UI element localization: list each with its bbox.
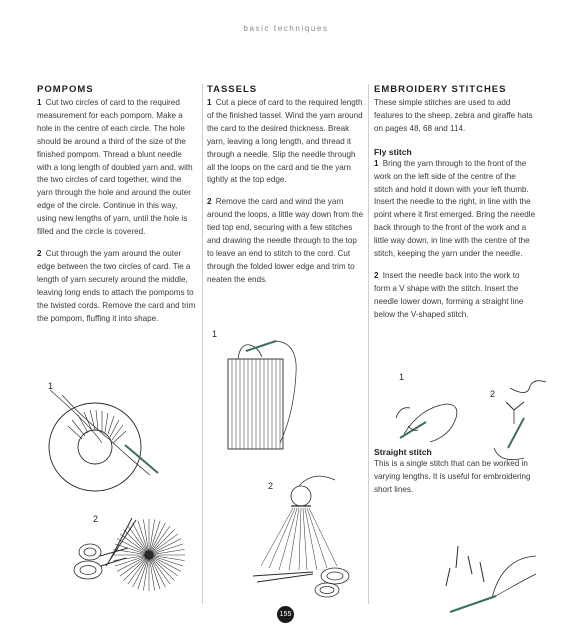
embroidery-section: [374, 84, 536, 322]
fly-stitch-figure-2-label: 2: [490, 389, 496, 399]
fly-stitch-step1-illustration: [390, 378, 470, 458]
pompom-scissors-illustration: [66, 508, 196, 600]
embroidery-heading: EMBROIDERY STITCHES: [374, 84, 507, 95]
column-divider: [368, 84, 369, 604]
pompom-figure-2-label: 2: [93, 514, 99, 524]
tassel-figure-1-label: 1: [212, 329, 218, 339]
column-divider: [202, 84, 203, 604]
straight-stitch-heading: Straight stitch: [374, 447, 432, 457]
tassel-figure-2-label: 2: [268, 481, 274, 491]
step-number: 1: [37, 98, 42, 107]
fly-stitch-step-2: [374, 270, 536, 322]
page-number: 155: [277, 606, 294, 623]
step-number: 1: [207, 98, 212, 107]
tassel-scissors-illustration: [243, 470, 365, 600]
tassels-step-1: [207, 97, 365, 187]
step-number: 2: [207, 197, 212, 207]
pompoms-step-1: [37, 97, 197, 239]
fly-stitch-step-1: [374, 158, 536, 261]
step-text: Cut two circles of card to the required measurement for each pompom. Make a hole in the centre of each circle. The hole should be around a third of the size of the finished pompom. Thread a blunt needle with a long length of doubled yarn and, with the two circles of card together, wind the yarn through the hole and around the outer edge of the circle. Continue in this way, using new lengths of yarn, until the hole is filled and the circle is covered.: [37, 98, 193, 237]
pompom-winding-illustration: [40, 385, 170, 500]
pompoms-step-2: [37, 248, 197, 325]
straight-stitch-illustration: [440, 538, 544, 616]
tassels-step-2: [207, 196, 365, 286]
step-number: 2: [37, 248, 42, 258]
tassels-heading: TASSELS: [207, 84, 258, 95]
step-text: Remove the card and wind the yarn around the loops, a little way down from the tied top end, securing with a few stitches and drawing the needle through to the top to leave an end to stitch to the cord. Cut through the folded lower edge and trim to neaten the ends.: [207, 197, 364, 284]
fly-stitch-figure-1-label: 1: [399, 372, 405, 382]
tassel-card-illustration: [218, 333, 318, 453]
step-text: Cut a piece of card to the required length of the finished tassel. Wind the yarn around the card to the desired thickness. Break yarn, leaving a long length, and thread it through a needle. Slip the needle through all the loops on the card and tie the yarn tightly at the top edge.: [207, 98, 363, 185]
embroidery-intro: These simple stitches are used to add features to the sheep, zebra and giraffe hats on pages 48, 68 and 114.: [374, 98, 533, 133]
step-text: Bring the yarn through to the front of the work on the left side of the centre of the stitch and hold it down with your left thumb. Insert the needle to the right, in line with the point where it first emerged. Bring the needle back through to the front of the work and a little way down, in line with the centre of the stitch, keeping the yarn under the needle.: [374, 158, 536, 259]
fly-stitch-step2-illustration: [480, 378, 550, 468]
tassels-section: [207, 84, 365, 287]
pompoms-heading: POMPOMS: [37, 84, 94, 95]
step-number: 1: [374, 158, 379, 168]
fly-stitch-heading: Fly stitch: [374, 146, 412, 157]
step-text: Insert the needle back into the work to form a V shape with the stitch. Insert the needle lower down, forming a straight line below the V-shaped stitch.: [374, 270, 524, 319]
step-number: 2: [374, 270, 379, 280]
straight-stitch-text: This is a single stitch that can be worked in varying lengths. It is useful for embroidering short lines.: [374, 459, 531, 494]
pompom-figure-1-label: 1: [48, 381, 54, 391]
step-text: Cut through the yarn around the outer edge between the two circles of card. Tie a length of yarn securely around the middle, leaving long ends to attach the pompoms to the twisted cords. Remove the card and trim the pompom, fluffing it into shape.: [37, 248, 196, 323]
running-head: basic techniques: [243, 24, 329, 33]
pompoms-section: [37, 84, 197, 325]
